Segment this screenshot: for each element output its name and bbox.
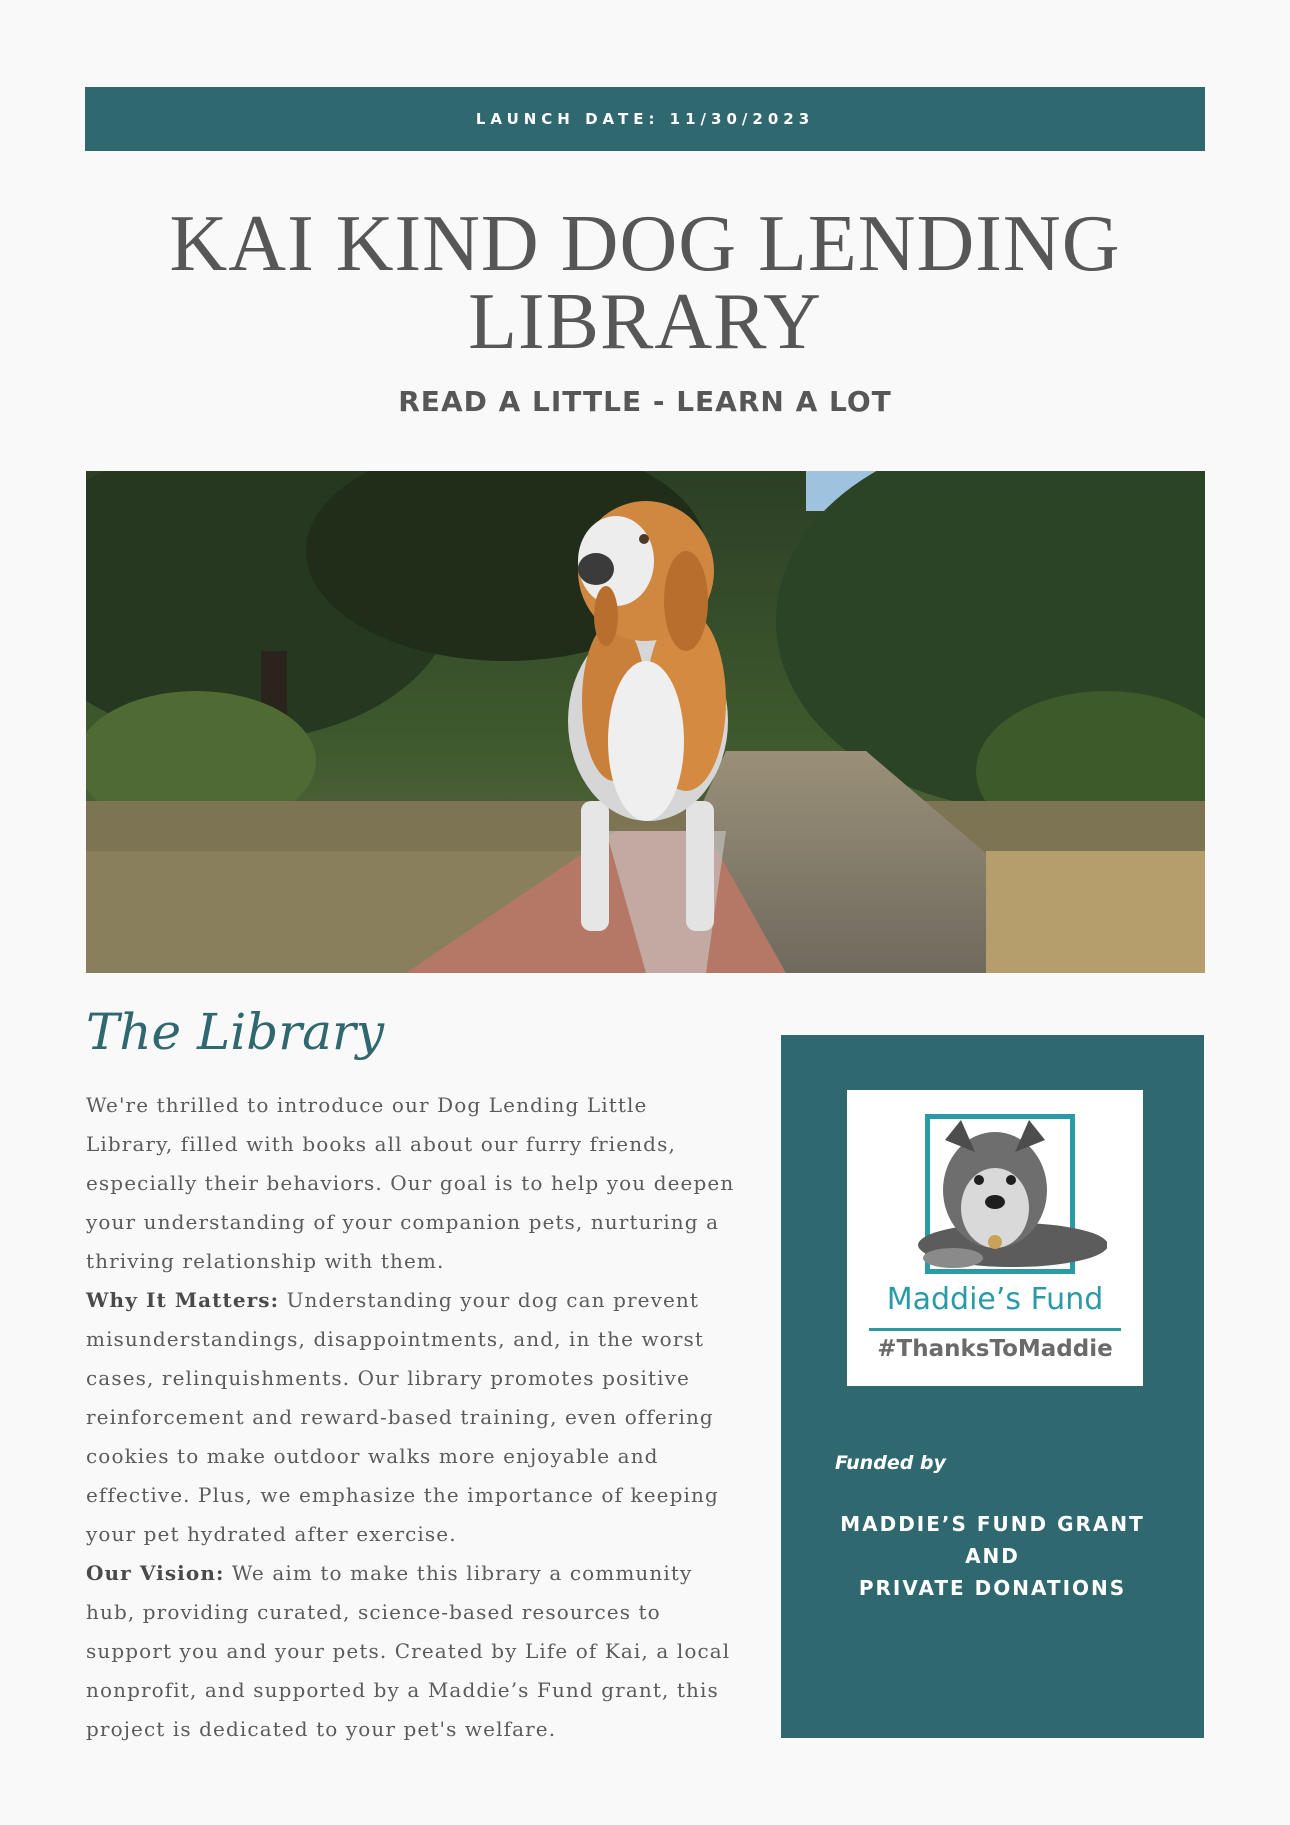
sponsor-panel (781, 1035, 1204, 1738)
why-paragraph (86, 1281, 736, 1554)
library-heading: The Library (86, 1003, 385, 1061)
logo-name: Maddie’s Fund (886, 1282, 1104, 1317)
funding-line-3: PRIVATE DONATIONS (858, 1576, 1127, 1600)
funded-by-label: Funded by (835, 1452, 946, 1474)
funding-sources (781, 1508, 1204, 1604)
funding-line-1: MADDIE’S FUND GRANT (840, 1512, 1145, 1536)
library-description (86, 1086, 736, 1749)
launch-date-banner (85, 87, 1205, 151)
vision-label: Our Vision: (86, 1561, 225, 1585)
maddies-fund-logo (847, 1090, 1143, 1386)
schnauzer-icon (883, 1120, 1107, 1280)
why-text: Understanding your dog can prevent misunderstandings, disappointments, and, in the worst cases, relinquishments. Our library promotes positive reinforcement and reward-based training, even offering cookies to make outdoor walks more enjoyable and effective. Plus, we emphasize the importance of keeping your pet hydrated after exercise. (86, 1288, 719, 1546)
why-label: Why It Matters: (86, 1288, 280, 1312)
page-title (85, 200, 1205, 366)
title-line-1: KAI KIND DOG LENDING (169, 200, 1121, 288)
launch-date-text: LAUNCH DATE: 11/30/2023 (475, 110, 815, 128)
logo-divider (869, 1328, 1121, 1331)
funding-line-2: AND (965, 1544, 1020, 1568)
vision-text: We aim to make this library a community hub, providing curated, science-based resources to support you and your pets. Created by Life of Kai, a local nonprofit, and supported by a Maddie’s Fund grant, this project is dedicated to your pet's welfare. (86, 1561, 731, 1741)
tagline: READ A LITTLE - LEARN A LOT (398, 385, 892, 418)
beagle-figurine-illustration (86, 471, 1205, 973)
title-line-2: LIBRARY (468, 278, 822, 366)
vision-paragraph (86, 1554, 736, 1749)
logo-hashtag: #ThanksToMaddie (877, 1336, 1113, 1362)
intro-paragraph: We're thrilled to introduce our Dog Lending Little Library, filled with books all about our furry friends, especially their behaviors. Our goal is to help you deepen your understanding of your companion pets, nurturing a thriving relationship with them. (86, 1093, 735, 1273)
hero-photo (86, 471, 1205, 973)
